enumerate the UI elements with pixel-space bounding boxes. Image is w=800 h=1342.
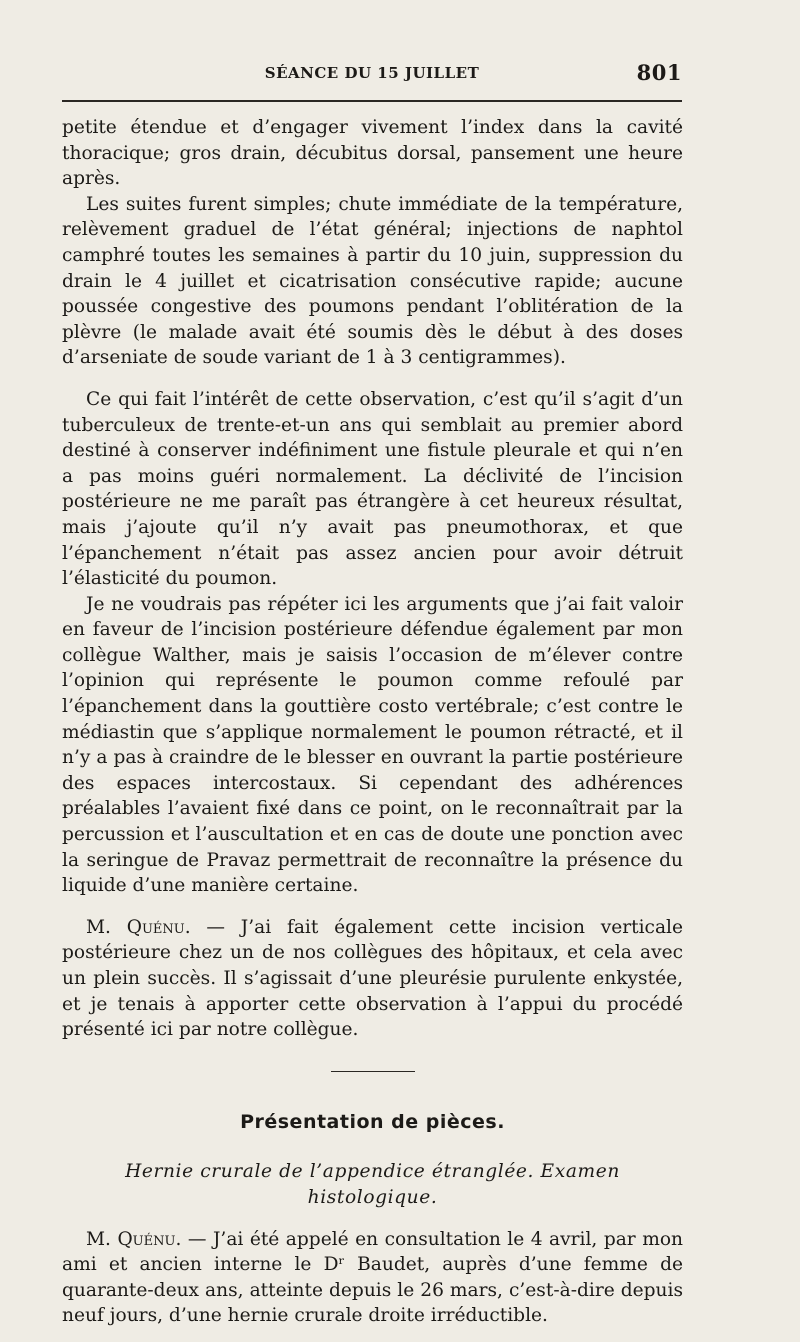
paragraph-1: petite étendue et d’engager vivement l’index dans la cavité thoracique; gros drain, décubitus dorsal, pansement une heure après.: [62, 117, 683, 190]
body-text: [62, 115, 683, 1329]
header-rule: [62, 100, 682, 102]
paragraph-6: [62, 1227, 683, 1329]
paragraph-5: [62, 915, 683, 1043]
section-divider: [331, 1071, 415, 1072]
page-number: 801: [636, 60, 682, 85]
running-title: SÉANCE DU 15 JUILLET: [264, 64, 480, 82]
speaker-name: M. Quénu.: [86, 1228, 182, 1250]
paragraph-5-text: — J’ai fait également cette incision verticale postérieure chez un de nos collègues des hôpitaux, et cela avec un plein succès. Il s’agissait d’une pleurésie purulente enkystée, et je tenais à apporter cette observation à l’appui du procédé présenté ici par notre collègue.: [62, 916, 684, 1041]
paragraph-6-text: — J’ai été appelé en consultation le 4 avril, par mon ami et ancien interne le Dʳ Baudet, auprès d’une femme de quarante-deux ans, atteinte depuis le 26 mars, c’est-à-dire depuis neuf jours, d’une hernie crurale droite irréductible.: [62, 1228, 683, 1327]
section-title: Présentation de pièces.: [240, 1110, 505, 1133]
paragraph-2: Les suites furent simples; chute immédiate de la température, relèvement graduel de l’état général; injections de naphtol camphré toutes les semaines à partir du 10 juin, suppression du drain le 4 juillet et cicatrisation consécutive rapide; aucune poussée congestive des poumons pendant l’oblitération de la plèvre (le malade avait été soumis dès le début à des doses d’arseniate de soude variant de 1 à 3 centigrammes).: [62, 193, 683, 369]
running-header: [62, 60, 682, 90]
section-subtitle: Hernie crurale de l’appendice étranglée. Examen histologique.: [125, 1161, 620, 1208]
paragraph-3: Ce qui fait l’intérêt de cette observation, c’est qu’il s’agit d’un tuberculeux de trente-et-un ans qui semblait au premier abord destiné à conserver indéfiniment une fistule pleurale et qui n’en a pas moins guéri normalement. La déclivité de l’incision postérieure ne me paraît pas étrangère à cet heureux résultat, mais j’ajoute qu’il n’y avait pas pneumothorax, et que l’épanchement n’était pas assez ancien pour avoir détruit l’élasticité du poumon.: [62, 388, 683, 590]
speaker-name: M. Quénu.: [86, 916, 191, 938]
paragraph-4: Je ne voudrais pas répéter ici les arguments que j’ai fait valoir en faveur de l’incision postérieure défendue également par mon collègue Walther, mais je saisis l’occasion de m’élever contre l’opinion qui représente le poumon comme refoulé par l’épanchement dans la gouttière costo vertébrale; c’est contre le médiastin que s’applique normalement le poumon rétracté, et il n’y a pas à craindre de le blesser en ouvrant la partie postérieure des espaces intercostaux. Si cependant des adhérences préalables l’avaient fixé dans ce point, on le reconnaîtrait par la percussion et l’auscultation et en cas de doute une ponction avec la seringue de Pravaz permettrait de reconnaître la présence du liquide d’une manière certaine.: [62, 593, 683, 897]
